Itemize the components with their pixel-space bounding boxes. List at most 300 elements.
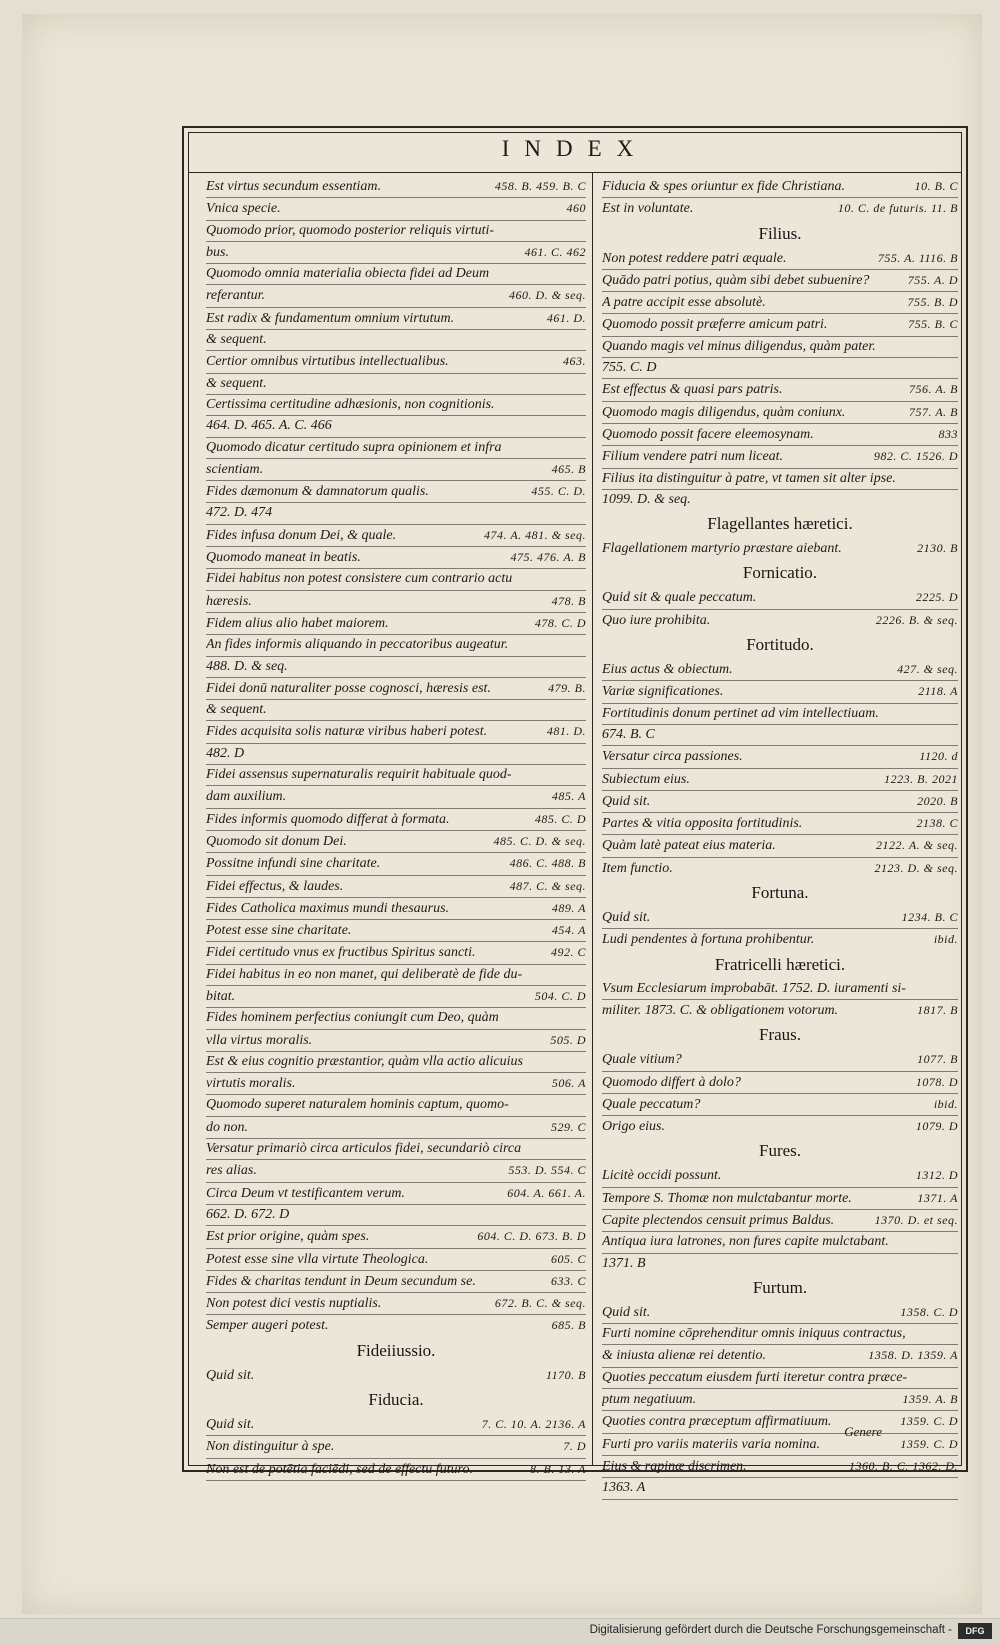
footer-credit: Digitalisierung gefördert durch die Deutsche Forschungsgemeinschaft - [589, 1624, 952, 1636]
entry-text: Quādo patri potius, quàm sibi debet subuenire? [602, 272, 870, 288]
index-entry [602, 929, 958, 950]
entry-text: Est effectus & quasi pars patris. [602, 382, 783, 398]
entry-text: Subiectum eius. [602, 771, 690, 787]
entry-text: Origo eius. [602, 1119, 665, 1135]
entry-text: Quoties peccatum eiusdem furti iteretur contra præce- [602, 1369, 908, 1385]
index-entry [602, 538, 958, 559]
page-reference: ibid. [933, 932, 958, 947]
index-entry [206, 1249, 586, 1271]
index-entry-line [206, 221, 586, 242]
index-entry [602, 248, 958, 270]
index-entry [206, 898, 586, 920]
index-heading: Furtum. [752, 1277, 808, 1297]
entry-text: & sequent. [206, 332, 267, 348]
page-reference: 1079. D [915, 1119, 958, 1134]
index-entry [206, 831, 586, 853]
page-reference: 2130. B [917, 541, 958, 556]
index-entry-line [206, 1139, 586, 1160]
entry-text: Quomodo omnia materialia obiecta fidei ad Deum [206, 266, 490, 282]
page-reference: 2123. D. & seq. [874, 860, 958, 875]
index-entry-line [206, 635, 586, 656]
entry-text: Semper augeri potest. [206, 1318, 329, 1334]
entry-text: 1099. D. & seq. [602, 491, 691, 507]
page-reference: 1358. C. D [900, 1304, 958, 1319]
page-reference: ibid. [933, 1096, 958, 1111]
page-reference: 474. A. 481. & seq. [484, 527, 586, 542]
page-reference: 8. B. 13. A [530, 1461, 586, 1476]
index-entry-line [602, 337, 958, 358]
index-entry-line [206, 700, 586, 721]
page-reference: 755. A. 1116. B [877, 250, 958, 265]
page-reference: 2138. C [916, 816, 958, 831]
index-heading: Fornicatio. [742, 563, 818, 583]
entry-text: Quomodo maneat in beatis. [206, 550, 361, 566]
entry-text: Certissima certitudine adhæsionis, non cognitionis. [206, 396, 495, 412]
page-reference: 1223. B. 2021 [884, 771, 958, 786]
index-entry [602, 314, 958, 336]
entry-text: Fides dæmonum & damnatorum qualis. [206, 484, 429, 500]
entry-text: Est & eius cognitio præstantior, quàm vlla actio alicuius [206, 1053, 523, 1069]
index-entry [206, 198, 586, 220]
entry-text: Quomodo prior, quomodo posterior reliquis virtuti- [206, 222, 495, 238]
index-entry [206, 459, 586, 481]
index-entry-line [602, 1324, 958, 1345]
page-reference: 2118. A [918, 684, 958, 699]
page-reference: 1370. D. et seq. [874, 1212, 958, 1227]
entry-text: Fidei effectus, & laudes. [206, 878, 344, 894]
index-entry [206, 481, 586, 503]
entry-text: Filium vendere patri num liceat. [602, 449, 784, 465]
page-reference: 492. C [550, 945, 586, 960]
index-entry [206, 1293, 586, 1315]
index-entry-line [206, 374, 586, 395]
index-entry [206, 525, 586, 547]
entry-text: 755. C. D [602, 360, 657, 376]
index-entry-line [602, 1478, 958, 1499]
page-reference: 1371. A [917, 1190, 958, 1205]
index-heading: Flagellantes hæretici. [707, 514, 853, 534]
index-entry [206, 942, 586, 964]
index-entry [602, 379, 958, 401]
entry-text: Circa Deum vt testificantem verum. [206, 1185, 405, 1201]
page-reference: 1078. D [915, 1074, 958, 1089]
entry-text: Possitne infundi sine charitate. [206, 856, 381, 872]
page-border-frame [182, 126, 968, 1496]
page-reference: 485. C. D. & seq. [493, 833, 586, 848]
index-heading: Fideiiussio. [356, 1340, 436, 1360]
page-reference: 605. C [550, 1251, 586, 1266]
index-entry [206, 1315, 586, 1336]
index-entry [206, 876, 586, 898]
entry-text: Quomodo sit donum Dei. [206, 833, 347, 849]
page-reference: 463. [563, 354, 586, 369]
book-page [22, 14, 982, 1614]
index-entry [602, 270, 958, 292]
index-entry [602, 681, 958, 703]
page-reference: 506. A [551, 1076, 586, 1091]
index-entry [602, 1210, 958, 1232]
entry-text: Fidei habitus in eo non manet, qui deliberatè de fide du- [206, 966, 523, 982]
page-reference: 2226. B. & seq. [875, 612, 958, 627]
index-entry [206, 1365, 586, 1386]
entry-text: Eius actus & obiectum. [602, 662, 733, 678]
page-reference: 455. C. D. [531, 484, 586, 499]
page-reference: 1234. B. C [901, 910, 958, 925]
index-entry [206, 1414, 586, 1436]
entry-text: 488. D. & seq. [206, 658, 288, 674]
index-entry-line [206, 503, 586, 524]
entry-text: Flagellationem martyrio præstare aiebant. [602, 541, 842, 557]
page-reference: 478. B [551, 593, 586, 608]
page-reference: 504. C. D [534, 988, 586, 1003]
index-entry [206, 1183, 586, 1205]
entry-text: Non est de potētia faciēdi, sed de effectu futuro. [206, 1461, 473, 1477]
entry-text: Ludi pendentes à fortuna prohibentur. [602, 932, 815, 948]
index-entry [602, 1094, 958, 1116]
entry-text: ptum negatiuum. [602, 1392, 697, 1408]
index-entry [602, 1188, 958, 1210]
index-entry [602, 1456, 958, 1478]
page-reference: 460 [566, 201, 586, 216]
index-entry [206, 920, 586, 942]
entry-text: Furti nomine cōprehenditur omnis iniquus contractus, [602, 1326, 906, 1342]
entry-text: An fides informis aliquando in peccatoribus augeatur. [206, 637, 509, 653]
entry-text: bus. [206, 244, 229, 260]
page-reference: 1170. B [546, 1367, 586, 1382]
index-entry-line [206, 1205, 586, 1226]
entry-text: 662. D. 672. D [206, 1206, 290, 1222]
page-reference: 489. A [551, 900, 586, 915]
entry-text: 482. D [206, 745, 245, 761]
entry-text: Capite plectendos censuit primus Baldus. [602, 1212, 835, 1228]
index-entry [206, 285, 586, 307]
entry-text: hæresis. [206, 593, 252, 609]
index-entry-line [206, 1008, 586, 1029]
page-reference: 10. B. C [914, 179, 958, 193]
page-reference: 755. B. C [908, 317, 958, 332]
page-reference: 479. B. [548, 680, 586, 695]
entry-text: Versatur circa passiones. [602, 749, 743, 765]
page-reference: 486. C. 488. B [509, 856, 586, 871]
index-entry [206, 809, 586, 831]
page-reference: 458. B. 459. B. C [494, 179, 586, 193]
page-reference: 685. B [551, 1318, 586, 1333]
entry-text: Certior omnibus virtutibus intellectualibus. [206, 354, 449, 370]
index-entry [602, 1434, 958, 1456]
entry-text: vlla virtus moralis. [206, 1032, 313, 1048]
entry-text: Fidei certitudo vnus ex fructibus Spiritus sancti. [206, 945, 476, 961]
entry-text: res alias. [206, 1163, 257, 1179]
index-entry [206, 786, 586, 808]
index-entry-line [602, 725, 958, 746]
index-entry [602, 835, 958, 857]
entry-text: Fidei donū naturaliter posse cognosci, hæresis est. [206, 680, 491, 696]
index-entry [206, 1459, 586, 1481]
index-heading: Fiducia. [368, 1390, 424, 1410]
entry-text: Quid sit. [206, 1417, 255, 1433]
index-entry-line [206, 264, 586, 285]
catchword: Genere [844, 1424, 882, 1439]
index-entry [206, 1436, 586, 1458]
page-reference: 604. A. 661. A. [507, 1185, 586, 1200]
entry-text: Item functio. [602, 860, 673, 876]
index-heading: Fortuna. [751, 883, 809, 903]
index-entry [206, 1271, 586, 1293]
page-reference: 1358. D. 1359. A [868, 1348, 958, 1363]
entry-text: Versatur primariò circa articulos fidei, secundariò circa [206, 1141, 522, 1157]
index-entry [206, 547, 586, 569]
index-entry [602, 813, 958, 835]
index-entry [602, 907, 958, 929]
entry-text: A patre accipit esse absolutè. [602, 295, 766, 311]
entry-text: Variæ significationes. [602, 684, 724, 700]
entry-text: 1363. A [602, 1480, 646, 1496]
entry-text: Fides acquisita solis naturæ viribus haberi potest. [206, 724, 488, 740]
index-entry [206, 242, 586, 264]
index-entry [602, 176, 958, 198]
entry-text: Quale peccatum? [602, 1096, 701, 1112]
index-entry [206, 853, 586, 875]
entry-text: & iniusta alienæ rei detentio. [602, 1348, 766, 1364]
index-entry [206, 678, 586, 700]
index-entry [602, 1049, 958, 1071]
page-reference: 1359. C. D [900, 1414, 958, 1429]
entry-text: Partes & vitia opposita fortitudinis. [602, 816, 803, 832]
entry-text: do non. [206, 1119, 248, 1135]
index-entry [206, 613, 586, 635]
index-entry [206, 351, 586, 373]
page-reference: 756. A. B [909, 382, 958, 397]
index-entry-line [206, 744, 586, 765]
index-entry [602, 1000, 958, 1021]
page-reference: 755. A. D [907, 272, 958, 287]
entry-text: Fides Catholica maximus mundi thesaurus. [206, 900, 450, 916]
entry-text: Vsum Ecclesiarum improbabāt. 1752. D. iuramenti si- [602, 980, 906, 996]
index-entry [602, 769, 958, 791]
index-entry [206, 176, 586, 198]
index-heading: Fortitudo. [746, 635, 814, 655]
page-reference: 7. D [563, 1439, 586, 1454]
entry-text: 464. D. 465. A. C. 466 [206, 418, 332, 434]
entry-text: scientiam. [206, 461, 264, 477]
entry-text: Fiducia & spes oriuntur ex fide Christiana. [602, 179, 846, 194]
page-reference: 1360. B. C. 1362. D. [849, 1458, 958, 1473]
entry-text: Eius & rapinæ discrimen. [602, 1458, 747, 1474]
entry-text: Non distinguitur à spe. [206, 1439, 335, 1455]
page-reference: 1359. C. D [900, 1436, 958, 1451]
entry-text: Tempore S. Thomæ non mulctabantur morte. [602, 1190, 852, 1206]
index-entry [602, 1389, 958, 1411]
entry-text: Quomodo superet naturalem hominis captum, quomo- [206, 1097, 509, 1113]
entry-text: Quomodo differt à dolo? [602, 1074, 741, 1090]
index-entry [602, 1345, 958, 1367]
page-reference: 485. A [551, 789, 586, 804]
page-reference: 529. C [550, 1119, 586, 1134]
entry-text: Quomodo magis diligendus, quàm coniunx. [602, 404, 846, 420]
page-reference: 2020. B [917, 793, 958, 808]
entry-text: Fides infusa donum Dei, & quale. [206, 527, 397, 543]
entry-text: Fides & charitas tendunt in Deum secundum se. [206, 1273, 476, 1289]
entry-text: militer. 1873. C. & obligationem votorum. [602, 1002, 839, 1018]
entry-text: Fides hominem perfectius coniungit cum Deo, quàm [206, 1010, 499, 1026]
entry-text: 472. D. 474 [206, 505, 273, 521]
index-entry-line [206, 1095, 586, 1116]
page-reference: 2122. A. & seq. [876, 838, 958, 853]
entry-text: Filius ita distinguitur à patre, vt tamen sit alter ipse. [602, 470, 896, 486]
index-entry [602, 424, 958, 446]
index-entry [206, 986, 586, 1008]
index-entry [602, 587, 958, 609]
index-entry [602, 292, 958, 314]
page-reference: 757. A. B [909, 404, 958, 419]
page-reference: 475. 476. A. B [510, 550, 586, 565]
index-entry-line [602, 469, 958, 490]
page-reference: 633. C [550, 1273, 586, 1288]
entry-text: & sequent. [206, 375, 267, 391]
entry-text: virtutis moralis. [206, 1076, 296, 1092]
index-entry-line [206, 569, 586, 590]
entry-text: Quid sit. [602, 793, 651, 809]
index-entry-line [602, 490, 958, 510]
page-reference: 982. C. 1526. D [873, 449, 958, 464]
index-entry-line [602, 358, 958, 379]
page-reference: 1120. d [919, 749, 958, 764]
entry-text: Fortitudinis donum pertinet ad vim intellectiuam. [602, 705, 879, 721]
page-reference: 487. C. & seq. [509, 878, 586, 893]
page-reference: 485. C. D [534, 811, 586, 826]
index-entry [206, 591, 586, 613]
index-entry-line [602, 1254, 958, 1274]
index-entry-line [602, 1232, 958, 1253]
page-reference: 1359. A. B [902, 1392, 958, 1407]
entry-text: Furti pro variis materiis varia nomina. [602, 1436, 821, 1452]
index-entry-line [602, 1368, 958, 1389]
entry-text: Quoties contra præceptum affirmatiuum. [602, 1414, 832, 1430]
index-entry [206, 1226, 586, 1248]
index-entry [206, 1117, 586, 1139]
entry-text: Quàm latè pateat eius materia. [602, 838, 776, 854]
entry-text: Quid sit & quale peccatum. [602, 590, 757, 606]
entry-text: Fides informis quomodo differat à formata. [206, 811, 450, 827]
entry-text: Quid sit. [206, 1367, 255, 1383]
index-entry [602, 659, 958, 681]
index-entry-line [206, 965, 586, 986]
footer-bar [0, 1618, 1000, 1645]
entry-text: Quando magis vel minus diligendus, quàm pater. [602, 338, 876, 354]
entry-text: Non potest dici vestis nuptialis. [206, 1296, 382, 1312]
column-divider [592, 172, 593, 1466]
entry-text: Est prior origine, quàm spes. [206, 1229, 370, 1245]
page-reference: 478. C. D [534, 615, 586, 630]
entry-text: Est virtus secundum essentiam. [206, 179, 381, 194]
index-entry [206, 1160, 586, 1182]
index-entry-line [602, 979, 958, 1000]
entry-text: Quale vitium? [602, 1052, 682, 1068]
entry-text: 1371. B [602, 1255, 646, 1271]
index-entry [206, 721, 586, 743]
entry-text: Licitè occidi possunt. [602, 1168, 722, 1184]
index-entry [602, 402, 958, 424]
page-reference: 481. D. [546, 724, 586, 739]
index-entry [602, 858, 958, 879]
index-entry-line [206, 330, 586, 351]
index-entry-line [602, 704, 958, 725]
entry-text: Est in voluntate. [602, 201, 694, 217]
entry-text: Non potest reddere patri æquale. [602, 250, 787, 266]
page-reference: 465. B [551, 461, 586, 476]
page-reference: 7. C. 10. A. 2136. A [481, 1417, 586, 1432]
entry-text: Fidei habitus non potest consistere cum contrario actu [206, 571, 513, 587]
page-reference: 1817. B [917, 1002, 958, 1017]
entry-text: bitat. [206, 988, 236, 1004]
index-entry-line [206, 438, 586, 459]
index-entry [602, 1072, 958, 1094]
header-rule [188, 172, 962, 173]
entry-text: & sequent. [206, 702, 267, 718]
page-reference: 461. D. [546, 310, 586, 325]
dfg-logo: DFG [958, 1623, 992, 1639]
page-reference: 505. D [550, 1032, 586, 1047]
entry-text: Quid sit. [602, 910, 651, 926]
page-reference: 672. B. C. & seq. [494, 1296, 586, 1311]
page-reference: 1312. D [915, 1168, 958, 1183]
index-heading: Filius. [758, 223, 802, 243]
entry-text: 674. B. C [602, 726, 655, 742]
page-reference: 460. D. & seq. [509, 288, 586, 303]
page-reference: 833 [938, 426, 958, 441]
page-reference: 454. A [551, 923, 586, 938]
index-entry [602, 446, 958, 468]
entry-text: Potest esse sine vlla virtute Theologica. [206, 1251, 429, 1267]
index-entry-line [206, 657, 586, 678]
index-entry [206, 308, 586, 330]
entry-text: Quid sit. [602, 1304, 651, 1320]
page-reference: 2225. D [915, 590, 958, 605]
index-entry [602, 610, 958, 631]
page-reference: 553. D. 554. C [508, 1163, 586, 1178]
entry-text: Potest esse sine charitate. [206, 923, 352, 939]
page-reference: 427. & seq. [897, 662, 958, 677]
left-column [206, 176, 586, 1477]
entry-text: Quomodo possit facere eleemosynam. [602, 426, 814, 442]
right-column [602, 176, 958, 1496]
index-entry [206, 1073, 586, 1095]
index-entry-line [206, 395, 586, 416]
page-title: INDEX [501, 136, 649, 161]
entry-text: Vnica specie. [206, 201, 281, 217]
index-heading: Fratricelli hæretici. [714, 954, 846, 974]
entry-text: Fidem alius alio habet maiorem. [206, 615, 389, 631]
entry-text: Quomodo possit præferre amicum patri. [602, 317, 828, 333]
entry-text: Quomodo dicatur certitudo supra opinionem et infra [206, 439, 502, 455]
index-entry [602, 746, 958, 768]
page-reference: 10. C. de futuris. 11. B [837, 201, 958, 216]
page-reference: 461. C. 462 [524, 244, 586, 259]
index-entry [206, 1030, 586, 1052]
index-entry [602, 1302, 958, 1324]
index-entry-line [206, 765, 586, 786]
index-entry [602, 1165, 958, 1187]
index-entry-line [206, 1052, 586, 1073]
index-heading: Fraus. [758, 1025, 802, 1045]
entry-text: Fidei assensus supernaturalis requirit habituale quod- [206, 767, 512, 783]
entry-text: referantur. [206, 288, 265, 304]
index-entry [602, 1411, 958, 1433]
entry-text: dam auxilium. [206, 789, 287, 805]
entry-text: Est radix & fundamentum omnium virtutum. [206, 310, 455, 326]
entry-text: Quo iure prohibita. [602, 612, 711, 628]
page-reference: 1077. B [917, 1052, 958, 1067]
